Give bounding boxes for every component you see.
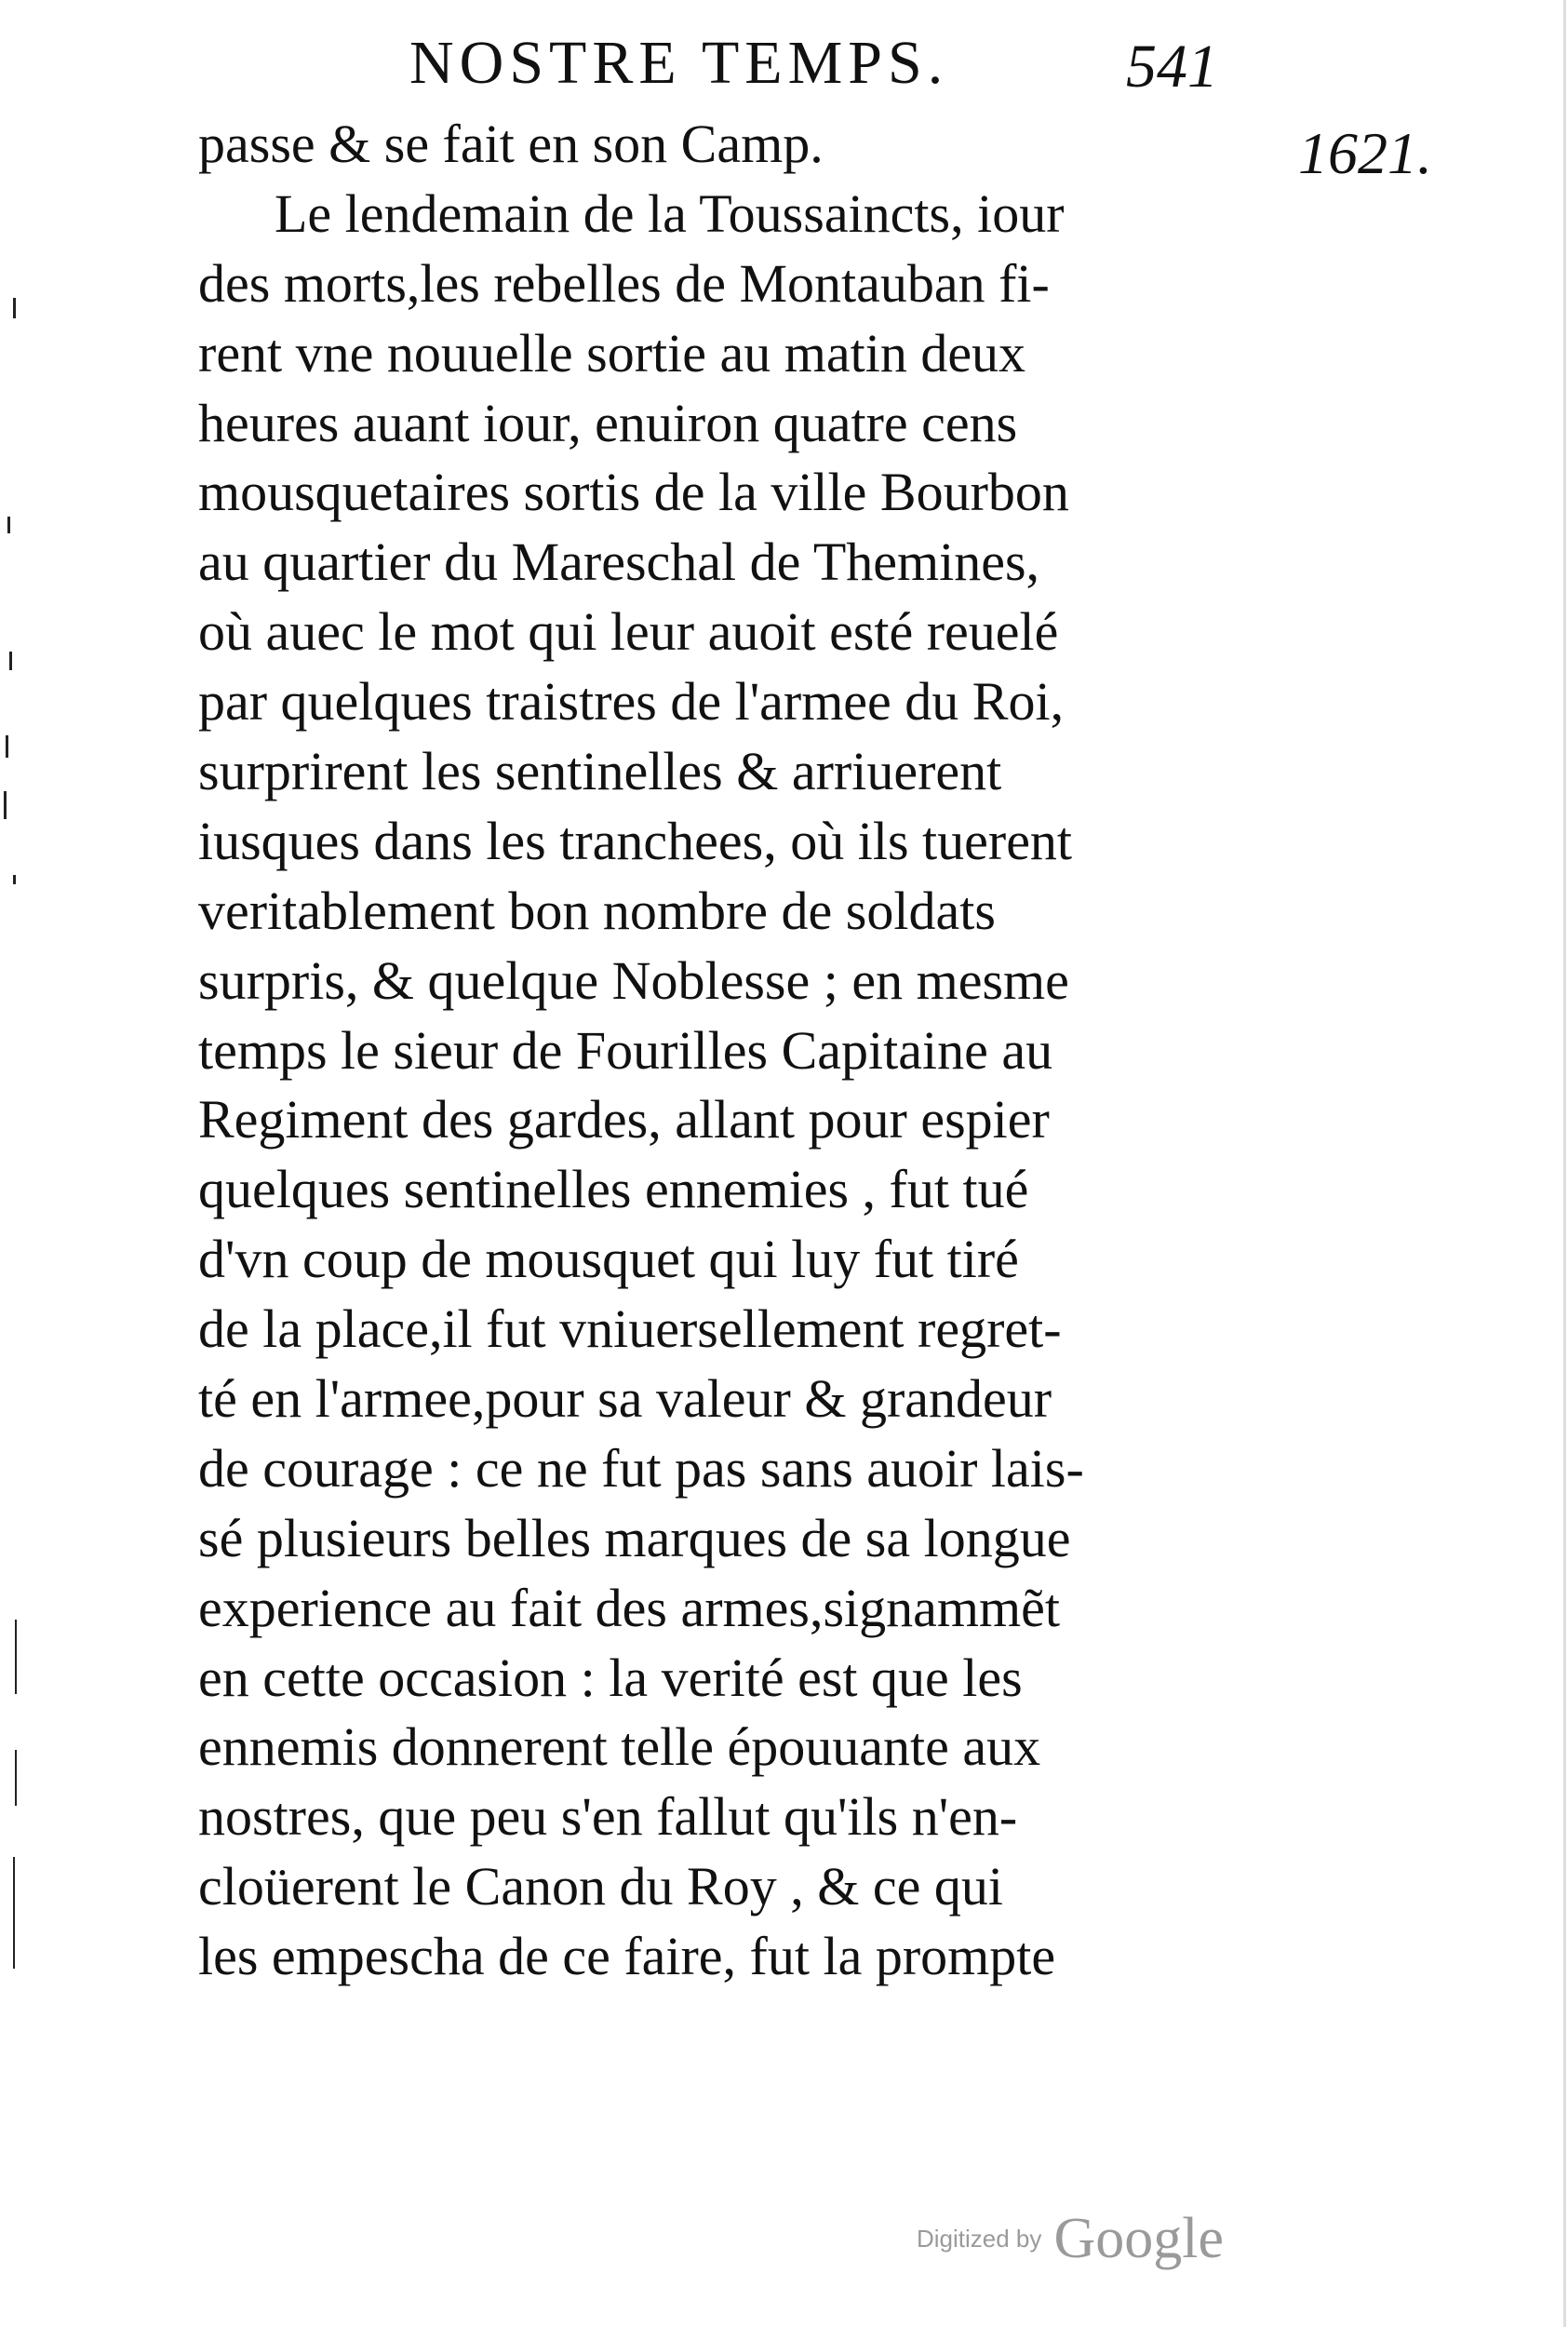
text-line: ennemis donnerent telle épouuante aux: [198, 1716, 1041, 1778]
digitized-watermark: [917, 2206, 1224, 2280]
text-line: sé plusieurs belles marques de sa longue: [198, 1507, 1071, 1568]
text-line: par quelques traistres de l'armee du Roi,: [198, 671, 1065, 733]
text-line: de la place,il fut vniuersellement regret-: [198, 1298, 1062, 1360]
text-line: des morts,les rebelles de Montauban fi-: [198, 252, 1050, 314]
text-line: surpris, & quelque Noblesse ; en mesme: [198, 949, 1069, 1011]
google-wordmark: Google: [1053, 2207, 1225, 2270]
scan-mark: [4, 791, 7, 819]
text-line: té en l'armee,pour sa valeur & grandeur: [198, 1368, 1052, 1430]
running-title: NOSTRE TEMPS.: [409, 29, 949, 97]
text-line: les empescha de ce faire, fut la prompte: [198, 1926, 1056, 1987]
scan-mark: [15, 1750, 17, 1806]
page-number: 541: [1126, 33, 1218, 101]
text-line: mousquetaires sortis de la ville Bourbon: [198, 462, 1069, 523]
margin-year-note: 1621.: [1298, 120, 1432, 186]
text-line: heures auant iour, enuiron quatre cens: [198, 392, 1018, 453]
body-text: [198, 110, 1222, 1992]
scan-mark: [13, 1857, 15, 1969]
scan-mark: [1563, 0, 1566, 2327]
text-line: cloüerent le Canon du Roy , & ce qui: [198, 1856, 1003, 1917]
scan-mark: [13, 298, 16, 318]
text-line: au quartier du Mareschal de Themines,: [198, 531, 1040, 593]
text-line: experience au fait des armes,signammẽt: [198, 1577, 1060, 1638]
text-line: quelques sentinelles ennemies , fut tué: [198, 1159, 1029, 1220]
text-line: Regiment des gardes, allant pour espier: [198, 1089, 1050, 1150]
text-line: de courage : ce ne fut pas sans auoir lais-: [198, 1437, 1084, 1499]
text-line: temps le sieur de Fourilles Capitaine au: [198, 1019, 1053, 1081]
text-line: iusques dans les tranchees, où ils tuerent: [198, 810, 1073, 871]
text-line: en cette occasion : la verité est que les: [198, 1647, 1023, 1708]
scan-mark: [9, 652, 12, 670]
scan-mark: [6, 735, 8, 758]
text-line: rent vne nouuelle sortie au matin deux: [198, 322, 1026, 383]
text-line: où auec le mot qui leur auoit esté reuelé: [198, 601, 1059, 663]
scan-mark: [13, 875, 16, 884]
text-line: nostres, que peu s'en fallut qu'ils n'en-: [198, 1786, 1018, 1848]
text-line: surprirent les sentinelles & arriuerent: [198, 741, 1002, 802]
digitized-by-label: Digitized by: [917, 2225, 1042, 2253]
text-line: veritablement bon nombre de soldats: [198, 880, 996, 941]
text-line: Le lendemain de la Toussaincts, iour: [275, 182, 1065, 244]
scan-mark: [15, 1620, 17, 1694]
text-line: passe & se fait en son Camp.: [198, 114, 824, 174]
scan-mark: [7, 517, 10, 533]
text-line: d'vn coup de mousquet qui luy fut tiré: [198, 1229, 1019, 1290]
